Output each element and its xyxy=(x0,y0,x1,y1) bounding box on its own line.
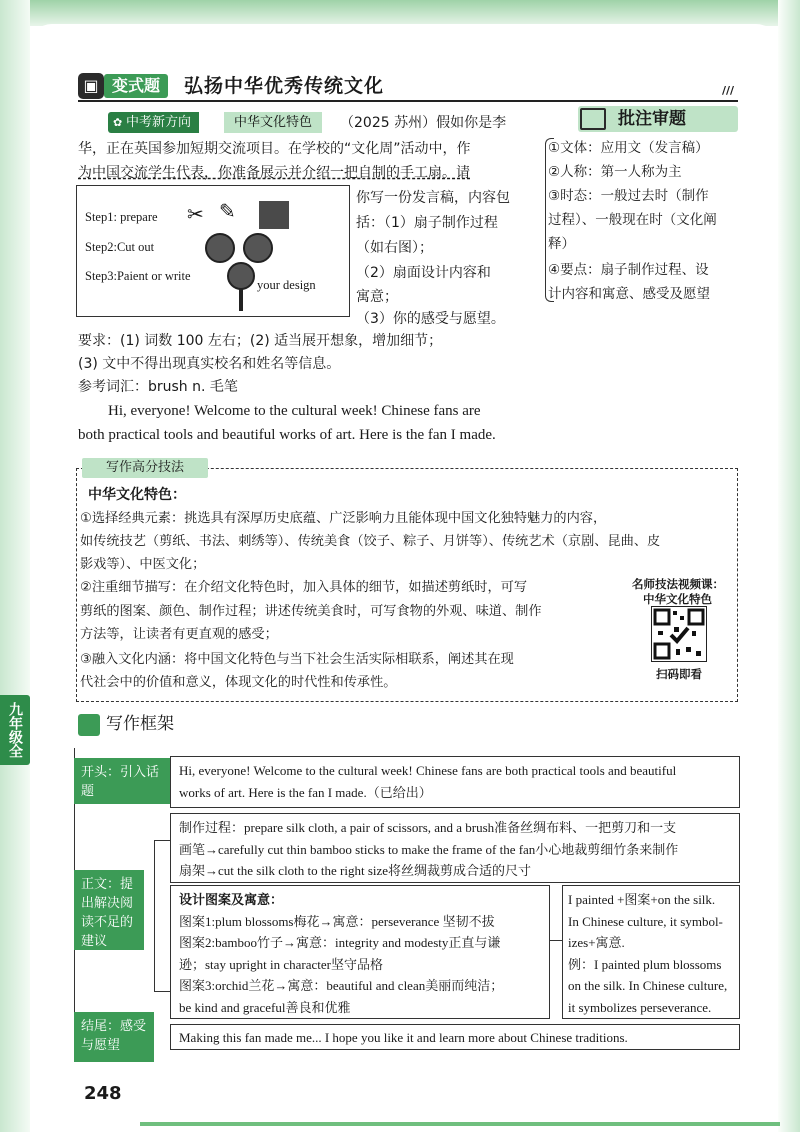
ending-box xyxy=(170,1024,740,1050)
vocab-line: 参考词汇：brush n. 毛笔 xyxy=(78,379,238,395)
pattern-line-1: I painted +图案+on the silk. xyxy=(568,892,716,907)
step2-label: Step2:Cut out xyxy=(85,240,155,254)
design-line-6: be kind and graceful善良和优雅 xyxy=(179,999,351,1015)
process-line-3: 扇架→cut the silk cloth to the right size将丝绸裁剪成合适的尺寸 xyxy=(179,863,532,878)
framework-icon xyxy=(78,714,100,736)
design-line-1: 设计图案及寓意： xyxy=(179,892,284,907)
tips-heading: 中华文化特色： xyxy=(88,487,186,503)
design-line-3: 图案2:bamboo竹子→寓意：integrity and modesty正直与谦 xyxy=(179,935,501,950)
page-edge-left xyxy=(0,0,30,1132)
opening-text-1: Hi, everyone! Welcome to the cultural week! Chinese fans are both practical tools and beautiful xyxy=(179,763,677,778)
tip-line-8: 代社会中的价值和意义，体现文化的时代性和传承性。 xyxy=(80,675,397,690)
opening-text-2: works of art. Here is the fan I made.（已给出） xyxy=(179,784,432,800)
opening-label: 开头：引入话题 xyxy=(74,758,170,804)
fan-handle-icon xyxy=(239,289,243,311)
design-line-4: 逊；stay upright in character坚守品格 xyxy=(179,956,383,972)
note-4b: 计内容和寓意、感受及愿望 xyxy=(548,286,710,302)
opening-line-1: Hi, everyone! Welcome to the cultural week! Chinese fans are xyxy=(108,403,481,419)
page-edge-right xyxy=(778,0,800,1132)
direction-tag-label: 中考新方向 xyxy=(126,115,192,130)
direction-tag xyxy=(108,112,199,133)
step1-label: Step1: prepare xyxy=(85,210,158,224)
process-box xyxy=(170,813,740,883)
fan-frame-icon xyxy=(205,233,235,263)
pattern-line-3: izes+寓意. xyxy=(568,935,625,950)
prompt-line-4: 你写一份发言稿，内容包 xyxy=(356,190,510,206)
note-4: ④要点：扇子制作过程、设 xyxy=(548,262,709,278)
qr-caption-3: 扫码即看 xyxy=(656,667,702,681)
pattern-line-5: on the silk. In Chinese culture, xyxy=(568,978,728,993)
prompt-line-3: 为中国交流学生代表，你准备展示并介绍一把自制的手工扇。请 xyxy=(78,165,470,181)
prompt-line-7: （2）扇面设计内容和 xyxy=(356,265,491,281)
prompt-line-9: （3）你的感受与愿望。 xyxy=(356,311,505,327)
process-line-1: 制作过程：prepare silk cloth, a pair of scissors, and a brush准备丝绸布料、一把剪刀和一支 xyxy=(179,820,677,835)
fan-cut-icon xyxy=(243,233,273,263)
prompt-line-1: （2025 苏州）假如你是李 xyxy=(340,115,507,131)
scissors-icon: ✂ xyxy=(187,202,204,226)
framework-title: 写作框架 xyxy=(106,714,174,734)
body-label: 正文：提出解决阅读不足的建议 xyxy=(74,870,144,950)
tip-line-7: ③融入文化内涵：将中国文化特色与当下社会生活实际相联系，阐述其在现 xyxy=(80,652,514,667)
note-1: ①文体：应用文（发言稿） xyxy=(548,140,709,156)
fan-design-icon xyxy=(227,262,255,290)
pattern-line-4: 例：I painted plum blossoms xyxy=(568,956,722,972)
qr-code-icon xyxy=(652,607,706,661)
design-line-2: 图案1:plum blossoms梅花→寓意：perseverance 坚韧不拔 xyxy=(179,913,495,929)
opening-box xyxy=(170,756,740,808)
tip-line-4: ②注重细节描写：在介绍文化特色时，加入具体的细节，如描述剪纸时，可写 xyxy=(80,580,528,595)
pattern-line-2: In Chinese culture, it symbol- xyxy=(568,913,723,929)
pencil-note-icon xyxy=(580,108,606,130)
requirement-line-1: 要求：(1) 词数 100 左右；(2) 适当展开想象，增加细节； xyxy=(78,333,443,349)
prompt-line-8: 寓意； xyxy=(356,289,398,305)
requirement-line-2: (3) 文中不得出现真实校名和姓名等信息。 xyxy=(78,356,341,372)
steps-figure xyxy=(76,185,350,317)
qr-code[interactable] xyxy=(651,606,707,662)
tip-line-3: 影戏等）、中医文化； xyxy=(80,557,206,572)
step3-label: Step3:Paient or write xyxy=(85,269,191,283)
qr-caption-1: 名师技法视频课： xyxy=(632,577,724,591)
pattern-box xyxy=(562,885,740,1019)
section-title: 弘扬中华优秀传统文化 xyxy=(184,75,385,97)
notes-heading: 批注审题 xyxy=(578,106,738,132)
feature-tag: 中华文化特色 xyxy=(224,112,322,133)
design-box xyxy=(170,885,550,1019)
ending-text: Making this fan made me... I hope you like it and learn more about Chinese traditions. xyxy=(179,1030,628,1045)
tip-line-1: ①选择经典元素：挑选具有深厚历史底蕴、广泛影响力且能体现中国文化独特魅力的内容， xyxy=(80,511,607,526)
tip-line-2: 如传统技艺（剪纸、书法、刺绣等）、传统美食（饺子、粽子、月饼等）、传统艺术（京剧、昆曲、皮 xyxy=(80,534,661,549)
note-3b: 过程）、一般现在时（文化阐 xyxy=(548,212,717,228)
qr-caption-2: 中华文化特色 xyxy=(643,592,712,606)
note-3c: 释） xyxy=(548,236,575,252)
note-3: ③时态：一般过去时（制作 xyxy=(548,188,709,204)
prompt-line-6: （如右图）； xyxy=(356,240,433,256)
process-line-2: 画笔→carefully cut thin bamboo sticks to make the frame of the fan小心地裁剪细竹条来制作 xyxy=(179,841,679,857)
cube-icon: ▣ xyxy=(78,73,104,99)
opening-line-2: both practical tools and beautiful works of art. Here is the fan I made. xyxy=(78,427,496,443)
page-number: 248 xyxy=(84,1083,122,1104)
bottom-rule xyxy=(140,1122,780,1126)
ending-label: 结尾：感受与愿望 xyxy=(74,1012,154,1062)
body-bracket xyxy=(154,840,171,992)
grade-side-tab: 九年级全 xyxy=(0,695,30,765)
tip-line-6: 方法等，让读者有更直观的感受； xyxy=(80,627,278,642)
prompt-line-2: 华，正在英国参加短期交流项目。在学校的“文化周”活动中，作 xyxy=(78,141,471,157)
header-rule xyxy=(78,100,738,102)
tips-tag: 写作高分技法 xyxy=(82,458,208,478)
brush-icon: ✎ xyxy=(219,199,236,223)
prompt-line-5: 括：（1）扇子制作过程 xyxy=(356,215,498,231)
design-label: your design xyxy=(257,278,316,292)
design-line-5: 图案3:orchid兰花→寓意：beautiful and clean美丽而纯洁； xyxy=(179,978,504,993)
pattern-line-6: it symbolizes perseverance. xyxy=(568,999,712,1015)
variant-badge: 变式题 xyxy=(104,74,168,98)
page-edge-top xyxy=(0,0,800,26)
bulb-icon: ✿ xyxy=(113,116,123,129)
tip-line-5: 剪纸的图案、颜色、制作过程；讲述传统美食时，可写食物的外观、味道、制作 xyxy=(80,604,542,619)
header-marks: /// xyxy=(722,84,735,97)
silk-cloth-icon xyxy=(259,201,289,229)
pattern-arrow-line xyxy=(550,940,562,941)
note-2: ②人称：第一人称为主 xyxy=(548,164,682,180)
